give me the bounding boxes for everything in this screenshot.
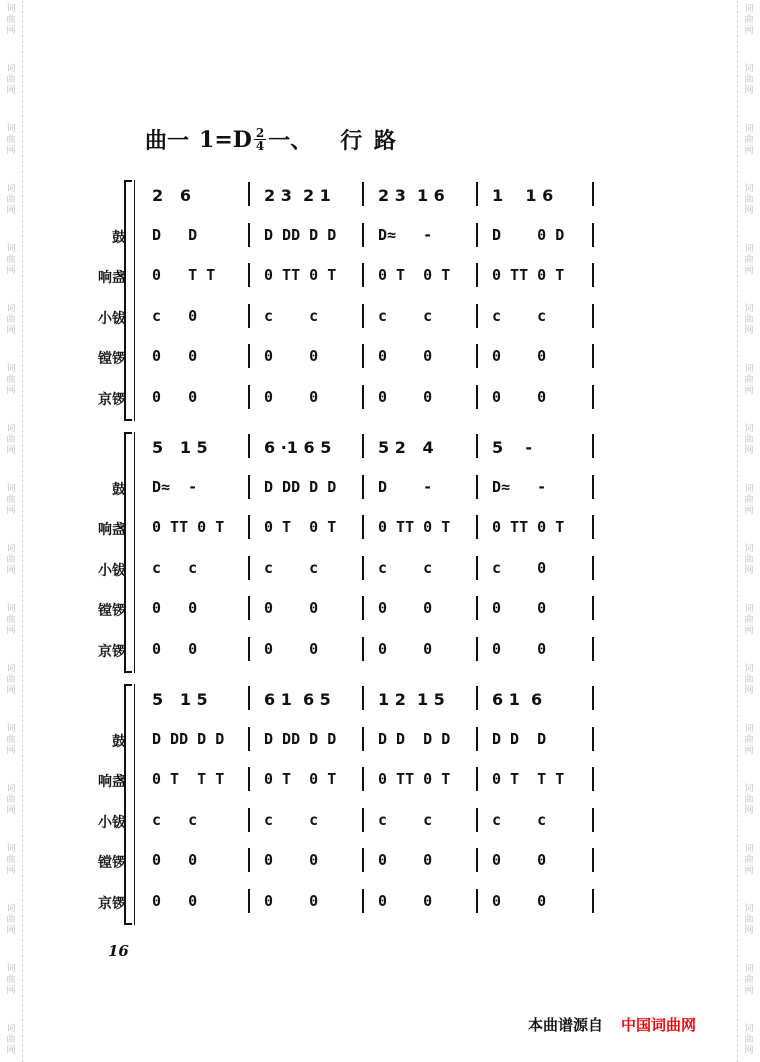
- bar-line: [362, 304, 364, 328]
- instrument-label: 响盏: [98, 270, 126, 286]
- measure-cell: 6 ·1 6 5: [264, 438, 332, 457]
- bar-line: [476, 808, 478, 832]
- watermark-mark: 词 曲 网: [744, 724, 754, 756]
- measure-cell: 0 0: [378, 639, 433, 658]
- bar-line: [476, 596, 478, 620]
- score-system: [86, 684, 606, 927]
- measure-cell: 0 T 0 T: [378, 266, 451, 284]
- bar-line: [476, 385, 478, 409]
- bar-line: [248, 637, 250, 661]
- measure-cell: 0 0: [264, 639, 319, 658]
- measure-cell: c c: [152, 558, 198, 577]
- instrument-row: [86, 554, 606, 584]
- measure-cell: D DD D D: [264, 225, 337, 244]
- instrument-label: 小钹: [98, 562, 126, 579]
- watermark-mark: 词 曲 网: [744, 304, 754, 336]
- bar-line: [476, 556, 478, 580]
- watermark-mark: 词 曲 网: [6, 604, 16, 636]
- bar-line: [362, 808, 364, 832]
- measure-cell: 0 TT 0 T: [152, 518, 225, 536]
- page-number: 16: [108, 942, 129, 960]
- bar-line: [592, 596, 594, 620]
- watermark-mark: 词 曲 网: [6, 64, 16, 96]
- bar-line: [248, 686, 250, 710]
- left-watermark-strip: [0, 0, 23, 1062]
- measure-cell: c 0: [152, 306, 198, 325]
- watermark-mark: 词 曲 网: [6, 664, 16, 696]
- instrument-row: [86, 594, 606, 624]
- instrument-row: [86, 261, 606, 291]
- instrument-label: 鼓: [112, 733, 126, 750]
- watermark-mark: 词 曲 网: [744, 604, 754, 636]
- score-system: [86, 432, 606, 675]
- watermark-mark: 词 曲 网: [744, 124, 754, 156]
- instrument-row: [86, 846, 606, 876]
- measure-cell: 0 TT 0 T: [492, 266, 565, 284]
- bar-line: [362, 767, 364, 791]
- time-signature: [254, 127, 266, 152]
- instrument-label: 京锣: [98, 643, 126, 660]
- measure-cell: c c: [152, 810, 198, 829]
- bar-line: [476, 767, 478, 791]
- watermark-mark: 词 曲 网: [6, 4, 16, 36]
- watermark-mark: 词 曲 网: [744, 544, 754, 576]
- watermark-mark: 词 曲 网: [6, 484, 16, 516]
- instrument-row: [86, 887, 606, 917]
- bar-line: [592, 727, 594, 751]
- bar-line: [592, 304, 594, 328]
- measure-cell: c c: [378, 810, 433, 829]
- measure-cell: 0 0: [264, 851, 319, 869]
- bar-line: [592, 637, 594, 661]
- measure-cell: 0 0: [492, 851, 547, 869]
- title-name: 行 路: [340, 128, 398, 154]
- measure-cell: 1 1 6: [492, 186, 554, 205]
- watermark-mark: 词 曲 网: [744, 664, 754, 696]
- measure-cell: 0 0: [378, 851, 433, 869]
- measure-cell: c c: [264, 558, 319, 577]
- bar-line: [248, 848, 250, 872]
- measure-cell: 0 0: [152, 387, 198, 406]
- measure-cell: c 0: [492, 558, 547, 577]
- measure-cell: 0 0: [378, 387, 433, 406]
- bar-line: [362, 434, 364, 458]
- measure-cell: 6 1 6 5: [264, 690, 331, 709]
- measure-cell: c c: [378, 558, 433, 577]
- title-prefix: 曲一: [145, 128, 190, 154]
- bar-line: [248, 434, 250, 458]
- title-number: 一、: [268, 128, 313, 154]
- source-site-name: 中国词曲网: [621, 1016, 697, 1034]
- bar-line: [362, 182, 364, 206]
- bar-line: [592, 385, 594, 409]
- bar-line: [476, 475, 478, 499]
- watermark-mark: 词 曲 网: [744, 4, 754, 36]
- bar-line: [362, 515, 364, 539]
- bar-line: [362, 344, 364, 368]
- measure-cell: 0 0: [264, 891, 319, 910]
- bar-line: [248, 515, 250, 539]
- bar-line: [248, 808, 250, 832]
- bar-line: [476, 637, 478, 661]
- measure-cell: D D: [152, 225, 198, 244]
- measure-cell: 0 T T: [152, 266, 216, 284]
- bar-line: [592, 556, 594, 580]
- bar-line: [592, 182, 594, 206]
- instrument-label: 京锣: [98, 895, 126, 912]
- instrument-row: [86, 806, 606, 836]
- measure-cell: D D D D: [378, 729, 451, 748]
- instrument-row: [86, 302, 606, 332]
- watermark-mark: 词 曲 网: [6, 184, 16, 216]
- watermark-mark: 词 曲 网: [6, 364, 16, 396]
- bar-line: [248, 344, 250, 368]
- watermark-mark: 词 曲 网: [6, 124, 16, 156]
- measure-cell: 6 1 6: [492, 690, 543, 709]
- measure-cell: 0 0: [378, 347, 433, 365]
- measure-cell: 5 -: [492, 438, 533, 457]
- measure-cell: 0 0: [152, 891, 198, 910]
- bar-line: [362, 475, 364, 499]
- measure-cell: c c: [492, 306, 547, 325]
- measure-cell: 2 3 1 6: [378, 186, 445, 205]
- measure-cell: 5 1 5: [152, 438, 208, 457]
- bar-line: [592, 686, 594, 710]
- instrument-label: 响盏: [98, 522, 126, 538]
- measure-cell: 0 0: [152, 639, 198, 658]
- melody-row: [86, 684, 606, 714]
- measure-cell: c c: [264, 306, 319, 325]
- bar-line: [592, 848, 594, 872]
- bar-line: [248, 596, 250, 620]
- bar-line: [592, 434, 594, 458]
- melody-row: [86, 432, 606, 462]
- instrument-label: 小钹: [98, 310, 126, 327]
- bar-line: [592, 889, 594, 913]
- watermark-mark: 词 曲 网: [6, 904, 16, 936]
- measure-cell: 0 TT 0 T: [378, 770, 451, 788]
- watermark-mark: 词 曲 网: [6, 544, 16, 576]
- bar-line: [476, 344, 478, 368]
- bar-line: [362, 223, 364, 247]
- measure-cell: c c: [378, 306, 433, 325]
- bar-line: [362, 385, 364, 409]
- measure-cell: 1 2 1 5: [378, 690, 445, 709]
- instrument-label: 小钹: [98, 814, 126, 831]
- measure-cell: D DD D D: [152, 729, 225, 748]
- bar-line: [592, 808, 594, 832]
- source-text: 本曲谱源自: [528, 1016, 604, 1034]
- bar-line: [362, 727, 364, 751]
- instrument-label: 镗锣: [98, 603, 126, 619]
- instrument-row: [86, 383, 606, 413]
- bar-line: [248, 767, 250, 791]
- instrument-row: [86, 473, 606, 503]
- bar-line: [248, 727, 250, 751]
- watermark-mark: 词 曲 网: [744, 64, 754, 96]
- measure-cell: 0 0: [152, 851, 198, 869]
- meter-bottom: 4: [255, 139, 265, 153]
- bar-line: [362, 637, 364, 661]
- measure-cell: 0 0: [378, 599, 433, 617]
- instrument-label: 鼓: [112, 481, 126, 498]
- measure-cell: 0 TT 0 T: [264, 266, 337, 284]
- watermark-mark: 词 曲 网: [6, 244, 16, 276]
- measure-cell: 0 T T T: [152, 770, 225, 788]
- measure-cell: 0 T T T: [492, 770, 565, 788]
- watermark-mark: 词 曲 网: [6, 964, 16, 996]
- bar-line: [592, 263, 594, 287]
- bar-line: [476, 434, 478, 458]
- title-key: 1=D: [199, 126, 252, 153]
- measure-cell: 0 0: [264, 387, 319, 406]
- measure-cell: D≈ -: [378, 225, 433, 244]
- measure-cell: 0 0: [264, 599, 319, 617]
- bar-line: [362, 889, 364, 913]
- bar-line: [248, 889, 250, 913]
- instrument-row: [86, 635, 606, 665]
- measure-cell: 0 0: [492, 891, 547, 910]
- measure-cell: 2 6: [152, 186, 191, 205]
- bar-line: [362, 556, 364, 580]
- bar-line: [476, 182, 478, 206]
- bar-line: [248, 475, 250, 499]
- measure-cell: c c: [264, 810, 319, 829]
- watermark-mark: 词 曲 网: [6, 844, 16, 876]
- measure-cell: 0 0: [264, 347, 319, 365]
- bar-line: [476, 727, 478, 751]
- bar-line: [592, 344, 594, 368]
- watermark-mark: 词 曲 网: [744, 844, 754, 876]
- instrument-label: 镗锣: [98, 855, 126, 871]
- measure-cell: 0 0: [152, 599, 198, 617]
- right-watermark-strip: [737, 0, 760, 1062]
- measure-cell: 5 2 4: [378, 438, 434, 457]
- watermark-mark: 词 曲 网: [744, 244, 754, 276]
- bar-line: [476, 515, 478, 539]
- measure-cell: 0 TT 0 T: [378, 518, 451, 536]
- melody-row: [86, 180, 606, 210]
- measure-cell: 0 0: [378, 891, 433, 910]
- watermark-mark: 词 曲 网: [744, 1024, 754, 1056]
- score-system: [86, 180, 606, 423]
- measure-cell: 0 0: [152, 347, 198, 365]
- measure-cell: D≈ -: [492, 477, 547, 496]
- measure-cell: 0 0: [492, 639, 547, 658]
- watermark-mark: 词 曲 网: [744, 484, 754, 516]
- measure-cell: D -: [378, 477, 433, 496]
- bar-line: [592, 767, 594, 791]
- watermark-mark: 词 曲 网: [6, 724, 16, 756]
- measure-cell: 0 T 0 T: [264, 518, 337, 536]
- instrument-row: [86, 342, 606, 372]
- bar-line: [476, 686, 478, 710]
- measure-cell: 0 0: [492, 347, 547, 365]
- instrument-label: 鼓: [112, 229, 126, 246]
- bar-line: [248, 556, 250, 580]
- instrument-row: [86, 513, 606, 543]
- measure-cell: 0 0: [492, 599, 547, 617]
- bar-line: [476, 223, 478, 247]
- source-credit: [528, 1014, 696, 1035]
- bar-line: [592, 515, 594, 539]
- measure-cell: 0 TT 0 T: [492, 518, 565, 536]
- watermark-mark: 词 曲 网: [744, 784, 754, 816]
- bar-line: [476, 848, 478, 872]
- bar-line: [248, 385, 250, 409]
- measure-cell: D 0 D: [492, 225, 565, 244]
- meter-top: 2: [255, 126, 265, 140]
- bar-line: [362, 686, 364, 710]
- measure-cell: 0 T 0 T: [264, 770, 337, 788]
- measure-cell: 5 1 5: [152, 690, 208, 709]
- measure-cell: D DD D D: [264, 729, 337, 748]
- watermark-mark: 词 曲 网: [6, 424, 16, 456]
- instrument-row: [86, 765, 606, 795]
- bar-line: [248, 263, 250, 287]
- bar-line: [362, 848, 364, 872]
- watermark-mark: 词 曲 网: [6, 1024, 16, 1056]
- measure-cell: D≈ -: [152, 477, 198, 496]
- bar-line: [592, 475, 594, 499]
- measure-cell: 2 3 2 1: [264, 186, 331, 205]
- bar-line: [248, 182, 250, 206]
- watermark-mark: 词 曲 网: [6, 304, 16, 336]
- measure-cell: 0 0: [492, 387, 547, 406]
- bar-line: [362, 263, 364, 287]
- watermark-mark: 词 曲 网: [744, 364, 754, 396]
- measure-cell: c c: [492, 810, 547, 829]
- bar-line: [248, 304, 250, 328]
- watermark-mark: 词 曲 网: [744, 424, 754, 456]
- instrument-label: 镗锣: [98, 351, 126, 367]
- instrument-row: [86, 221, 606, 251]
- score-title: [145, 124, 398, 155]
- bar-line: [476, 263, 478, 287]
- bar-line: [476, 304, 478, 328]
- watermark-mark: 词 曲 网: [744, 964, 754, 996]
- instrument-row: [86, 725, 606, 755]
- measure-cell: D DD D D: [264, 477, 337, 496]
- instrument-label: 响盏: [98, 774, 126, 790]
- watermark-mark: 词 曲 网: [744, 184, 754, 216]
- measure-cell: D D D: [492, 729, 547, 748]
- bar-line: [476, 889, 478, 913]
- bar-line: [362, 596, 364, 620]
- watermark-mark: 词 曲 网: [6, 784, 16, 816]
- instrument-label: 京锣: [98, 391, 126, 408]
- watermark-mark: 词 曲 网: [744, 904, 754, 936]
- bar-line: [592, 223, 594, 247]
- bar-line: [248, 223, 250, 247]
